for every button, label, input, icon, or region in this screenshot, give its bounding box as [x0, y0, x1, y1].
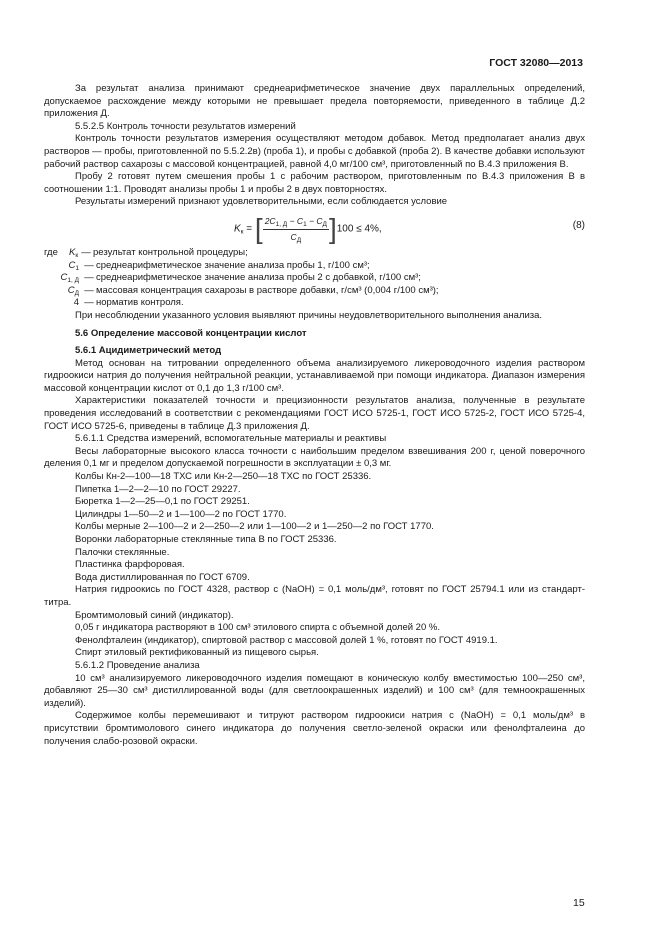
list-item: Колбы Кн-2—100—18 ТХС или Кн-2—250—18 ТХС по ГОСТ 25336. [75, 471, 372, 483]
subsection-heading: 5.6.1.2 Проведение анализа [75, 659, 200, 671]
fraction-denominator: $C_Д$ [290, 231, 302, 244]
legend-row: $C_1$ — среднеарифметическое значение анализа пробы 1, г/100 см³; [68, 259, 370, 272]
paragraph: При несоблюдении указанного условия выявляют причины неудовлетворительного выполнения анализа. [75, 309, 543, 321]
symbol-legend [44, 247, 585, 310]
list-item: Пипетка 1—2—2—10 по ГОСТ 29227. [75, 483, 241, 495]
section-heading: 5.6 Определение массовой концентрации кислот [75, 327, 307, 339]
formula-expression: $K_к$ = [ $\frac{2C_{1, Д} - C_1 - C_Д}{C_Д}$ ]100 ≤ 4%, [234, 213, 382, 245]
paragraph: За результат анализа принимают среднеарифметическое значение двух параллельных определений, допускаемое расхождение между которыми не превышает предела повторяемости, приведенного в таблице Д.2 приложения Д. [44, 83, 585, 120]
legend-row: $C_Д$ — массовая концентрация сахарозы в растворе добавки, г/см³ (0,004 г/100 см³); [67, 284, 439, 297]
page-number: 15 [573, 897, 585, 909]
paragraph: 10 см³ анализируемого ликероводочного изделия помещают в коническую колбу вместимостью 100—250 см³, добавляют 25—30 см³ дистиллированной воды (для светлоокрашенных изделий) и 100 см³ (для темноокрашенных изделий). [44, 672, 585, 709]
document-header: ГОСТ 32080—2013 [489, 57, 583, 69]
subsection-heading: 5.5.2.5 Контроль точности результатов измерений [75, 120, 296, 132]
legend-row: $C_{1, Д}$ — среднеарифметическое значение анализа пробы 2 с добавкой, г/100 см³; [60, 272, 421, 285]
paragraph: Результаты измерений признают удовлетворительными, если соблюдается условие [75, 196, 448, 208]
paragraph: Метод основан на титровании определенного объема анализируемого ликероводочного изделия раствором гидроокиси натрия до получения нейтральной реакции, устанавливаемой при помощи индикатора. Диапазон измерения массовой концентрации кислот от 0,1 до 1,3 г/100 см³. [44, 357, 585, 394]
paragraph: Контроль точности результатов измерения осуществляют методом добавок. Метод предполагает анализ двух растворов — пробы, приготовленной по 5.5.2.2в) (проба 1), и пробы с добавкой (проба 2). В качестве добавки используют рабочий раствор сахарозы с массовой концентрацией, равной 4,0 мг/100 см³, приготовленный по В.4.3 приложения В. [44, 133, 585, 170]
paragraph: Натрия гидроокись по ГОСТ 4328, раствор c (NaOH) = 0,1 моль/дм³, готовят по ГОСТ 25794.1 или из стандарт-титра. [44, 584, 585, 608]
paragraph: Весы лабораторные высокого класса точности с наибольшим пределом взвешивания 200 г, ценой поверочного деления 0,1 мг и пределом допускаемой погрешности в эксплуатации ± 0,3 мг. [44, 445, 585, 470]
paragraph: Пробу 2 готовят путем смешения пробы 1 с рабочим раствором, приготовленным по В.4.3 приложения В в соотношении 1:1. Проводят анализы пробы 1 и пробы 2 в двух повторностях. [44, 171, 585, 195]
list-item: Фенолфталеин (индикатор), спиртовой раствор с массовой долей 1 %, готовят по ГОСТ 4919.1. [75, 634, 498, 646]
list-item: 0,05 г индикатора растворяют в 100 см³ этилового спирта с объемной долей 20 %. [75, 622, 440, 634]
list-item: Пластинка фарфоровая. [75, 559, 185, 571]
list-item: Колбы мерные 2—100—2 и 2—250—2 или 1—100—2 и 1—250—2 по ГОСТ 1770. [75, 521, 434, 533]
fraction [263, 215, 329, 243]
list-item: Цилиндры 1—50—2 и 1—100—2 по ГОСТ 1770. [75, 508, 287, 520]
formula-number: (8) [572, 219, 585, 231]
legend-row: где $K_к$ — результат контрольной процедуры; [44, 246, 248, 259]
list-item: Палочки стеклянные. [75, 546, 170, 558]
legend-row: 4 — норматив контроля. [73, 297, 184, 309]
left-bracket: [ [254, 213, 263, 245]
list-item: Воронки лабораторные стеклянные типа В по ГОСТ 25336. [75, 534, 337, 545]
right-bracket: ] [328, 213, 337, 245]
paragraph: Содержимое колбы перемешивают и титруют раствором гидроокиси натрия c (NaOH) = 0,1 моль/дм³ в присутствии бромтимолового синего индикатора до получения светло-зеленой окраски или фенолфталеина до получения слабо-розовой окраски. [44, 710, 585, 747]
legend-lead: где [44, 246, 58, 258]
document-body [44, 83, 585, 748]
list-item: Вода дистиллированная по ГОСТ 6709. [75, 571, 250, 583]
paragraph: Характеристики показателей точности и прецизионности результатов анализа, полученные в результате проведения исследований в соответствии с рекомендациями ГОСТ ИСО 5725-1, ГОСТ ИСО 5725-2, ГОСТ ИСО 5725-4, ГОСТ ИСО 5725-6, приведены в таблице Д.3 приложения Д. [44, 395, 585, 432]
list-item: Спирт этиловый ректификованный из пищевого сырья. [75, 647, 319, 659]
subsection-heading: 5.6.1 Ацидиметрический метод [75, 345, 222, 357]
list-item: Бромтимоловый синий (индикатор). [75, 609, 234, 621]
list-item: Бюретка 1—2—25—0,1 по ГОСТ 29251. [75, 496, 250, 508]
subsection-heading: 5.6.1.1 Средства измерений, вспомогательные материалы и реактивы [75, 433, 387, 445]
formula-8 [44, 213, 585, 243]
fraction-numerator: $2C_{1, Д} - C_1 - C_Д$ [264, 215, 327, 228]
